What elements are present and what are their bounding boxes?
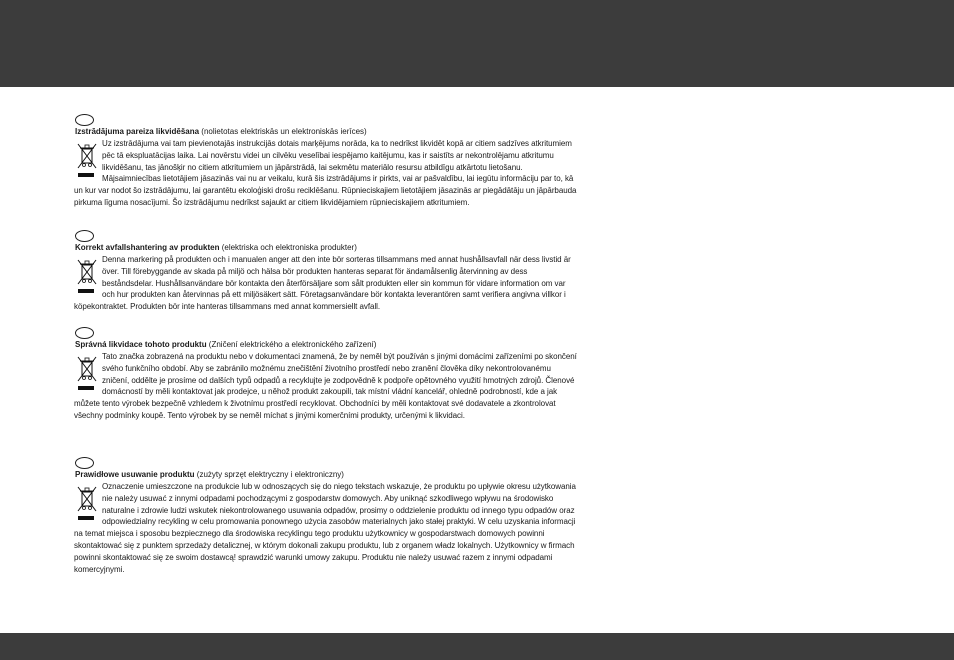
language-marker-oval	[75, 327, 94, 339]
weee-crossed-bin-icon	[74, 352, 102, 392]
section-heading	[75, 469, 579, 480]
heading-rest: (zużyty sprzęt elektryczny i elektroniczny)	[194, 470, 344, 479]
section-heading	[75, 339, 579, 350]
language-marker-oval	[75, 230, 94, 242]
weee-crossed-bin-icon	[74, 139, 102, 179]
section-heading	[75, 126, 579, 137]
heading-rest: (elektriska och elektroniska produkter)	[219, 243, 357, 252]
section-latvian	[74, 114, 579, 209]
weee-crossed-bin-icon	[74, 255, 102, 295]
weee-crossed-bin-icon	[74, 482, 102, 522]
section-body-text: Uz izstrādājuma vai tam pievienotajās instrukcijās dotais marķējums norāda, ka to nedrīkst likvidēt kopā ar citiem sadzīves atkritumiem pēc tā ekspluatācijas laika. Lai novērstu videi un cilvēku veselībai iespējamo kaitējumu, kas ir saistīts ar nekontrolējamu atkritumu likvidēšanu, tas jānošķir no citiem atkritumiem un jāpārstrādā, lai sekmētu materiālo resursu atbildīgu atkārtotu lietošanu. Mājsaimniecības lietotājiem jāsazinās vai nu ar veikalu, kurā šis izstrādājums ir pirkts, vai ar pašvaldību, lai iegūtu informāciju par to, kā un kur var nodot šo izstrādājumu, lai garantētu ekoloģiski drošu reciklēšanu. Rūpnieciskajiem lietotājiem jāsazinās ar piegādātāju un jāpārbauda pirkuma līguma nosacījumi. Šo izstrādājumu nedrīkst sajaukt ar citiem likvidējamiem rūpnieciskajiem atkritumiem.	[74, 139, 577, 207]
section-body	[74, 351, 579, 422]
footer-bar	[0, 633, 954, 660]
weee-bar	[78, 289, 94, 293]
section-body-text: Oznaczenie umieszczone na produkcie lub w odnoszących się do niego tekstach wskazuje, że produktu po upływie okresu użytkowania nie należy usuwać z innymi odpadami pochodzącymi z gospodarstw domowych. Aby uniknąć szkodliwego wpływu na środowisko naturalne i zdrowie ludzi wskutek niekontrolowanego usuwania odpadów, prosimy o oddzielenie produktu od innego typu odpadów oraz odpowiedzialny recykling w celu promowania ponownego użycia zasobów materialnych jako stałej praktyki. W celu uzyskania informacji na temat miejsca i sposobu bezpiecznego dla środowiska recyklingu tego produktu użytkownicy w gospodarstwach domowych powinni skontaktować się z punktem sprzedaży detalicznej, w którym dokonali zakupu produktu, lub z organem władz lokalnych. Użytkownicy w firmach powinni skontaktować się ze swoim dostawcą! sprawdzić warunki umowy zakupu. Produktu nie należy usuwać razem z innymi odpadami komercyjnymi.	[74, 482, 576, 574]
section-body	[74, 481, 579, 575]
weee-bar	[78, 173, 94, 177]
heading-bold: Izstrādājuma pareiza likvidēšana	[75, 127, 200, 136]
weee-bar	[78, 516, 94, 520]
section-body-text: Tato značka zobrazená na produktu nebo v dokumentaci znamená, že by neměl být používán s jinými domácími zařízeními po skončení svého funkčního období. Aby se zabránilo možnému znečištění životního prostředí nebo zranění člověka díky nekontrolovanému zničení, oddělte je prosíme od dalších typů odpadů a recyklujte je zodpovědně k podpoře opětovného využití hmotných zdrojů. Členové domácností by měli kontaktovat jak prodejce, u něhož produkt zakoupili, tak místní vládní kancelář, ohledně podrobností, kde a jak můžete tento výrobek bezpečně vzhledem k životnímu prostředí recyklovat. Obchodníci by měli kontaktovat své dodavatele a zkontrolovat všechny podmínky koupě. Tento výrobek by se neměl míchat s jinými komerčními produkty, určenými k likvidaci.	[74, 352, 577, 420]
heading-bold: Prawidłowe usuwanie produktu	[75, 470, 195, 479]
weee-bar	[78, 386, 94, 390]
section-swedish	[74, 230, 579, 313]
language-marker-oval	[75, 457, 94, 469]
section-body-text: Denna markering på produkten och i manualen anger att den inte bör sorteras tillsammans med annat hushållsavfall när dess livstid är över. Till förebyggande av skada på miljö och hälsa bör produkten hanteras separat för ändamålsenlig återvinning av dess beståndsdelar. Hushållsanvändare bör kontakta den återförsäljare som sålt produkten eller sin kommun för vidare information om var och hur produkten kan återvinnas på ett miljösäkert sätt. Företagsanvändare bör kontakta leverantören samt verifiera angivna villkor i köpekontraktet. Produkten bör inte hanteras tillsammans med annat kommersiellt avfall.	[74, 255, 571, 312]
section-polish	[74, 457, 579, 575]
heading-rest: (Zničení elektrického a elektronického zařízení)	[206, 340, 377, 349]
heading-bold: Správná likvidace tohoto produktu	[75, 340, 207, 349]
section-body	[74, 254, 579, 313]
section-body	[74, 138, 579, 209]
heading-rest: (nolietotas elektriskās un elektroniskās ierīces)	[199, 127, 367, 136]
language-marker-oval	[75, 114, 94, 126]
section-czech	[74, 327, 579, 422]
heading-bold: Korrekt avfallshantering av produkten	[75, 243, 220, 252]
section-heading	[75, 242, 579, 253]
header-bar	[0, 0, 954, 87]
